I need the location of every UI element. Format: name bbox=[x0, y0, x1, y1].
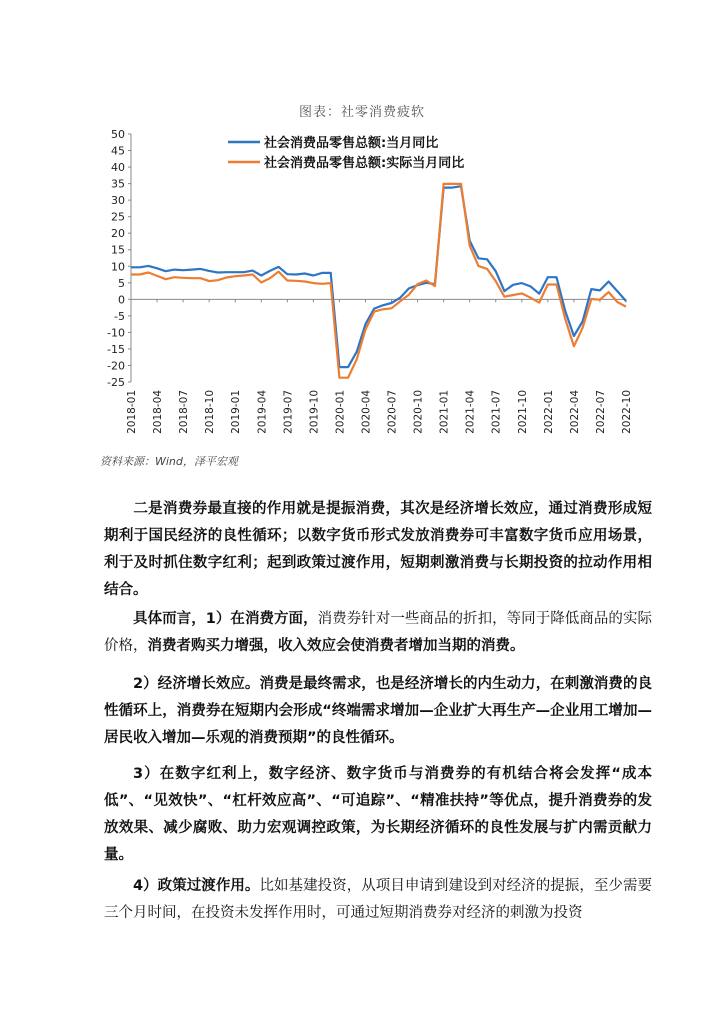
x-tick-label: 2021-04 bbox=[464, 390, 477, 434]
x-tick-label: 2019-01 bbox=[230, 390, 243, 434]
y-tick-label: 40 bbox=[111, 161, 125, 175]
x-tick-label: 2021-01 bbox=[438, 390, 451, 434]
series-line-2 bbox=[131, 184, 626, 378]
paragraph-2-bold: 具体而言，1）在消费方面， bbox=[133, 611, 318, 627]
y-tick-label: 20 bbox=[111, 227, 125, 241]
y-tick-label: 0 bbox=[118, 293, 125, 307]
y-tick-label: 5 bbox=[118, 276, 125, 290]
x-tick-label: 2018-10 bbox=[204, 390, 217, 434]
x-tick-label: 2020-04 bbox=[360, 390, 373, 434]
paragraph-1 bbox=[104, 496, 652, 604]
y-tick-label: 30 bbox=[111, 194, 125, 208]
x-tick-label: 2021-10 bbox=[516, 390, 529, 434]
y-tick-label: -15 bbox=[107, 342, 125, 356]
paragraph-3-text: 2）经济增长效应。消费是最终需求，也是经济增长的内生动力，在刺激消费的良性循环上，消费券在短期内会形成“终端需求增加—企业扩大再生产—企业用工增加—居民收入增加—乐观的消费预期”的良性循环。 bbox=[104, 676, 652, 746]
y-tick-label: 15 bbox=[111, 243, 125, 257]
figure-source: 资料来源：Wind，泽平宏观 bbox=[100, 455, 238, 468]
x-tick-label: 2022-04 bbox=[568, 390, 581, 434]
paragraph-2-bold-2: 消费者购买力增强，收入效应会使消费者增加当期的消费。 bbox=[147, 638, 525, 654]
line-chart bbox=[88, 120, 648, 460]
paragraph-5-bold: 4）政策过渡作用。 bbox=[133, 878, 260, 894]
x-tick-label: 2018-07 bbox=[178, 390, 191, 434]
y-tick-label: 10 bbox=[111, 260, 125, 274]
y-tick-label: 50 bbox=[111, 128, 125, 141]
x-tick-label: 2021-07 bbox=[490, 390, 503, 434]
paragraph-4-text: 3）在数字红利上，数字经济、数字货币与消费券的有机结合将会发挥“成本低”、“见效快”、“杠杆效应高”、“可追踪”、“精准扶持”等优点，提升消费券的发放效果、减少腐败、助力宏观调控政策，为长期经济循环的良性发展与扩内需贡献力量。 bbox=[104, 766, 652, 863]
x-tick-label: 2020-01 bbox=[334, 390, 347, 434]
y-tick-label: 35 bbox=[111, 177, 125, 191]
y-tick-label: -20 bbox=[107, 359, 125, 373]
x-tick-label: 2019-10 bbox=[308, 390, 321, 434]
paragraph-2 bbox=[104, 606, 652, 660]
x-tick-label: 2019-04 bbox=[256, 390, 269, 434]
x-tick-label: 2020-07 bbox=[386, 390, 399, 434]
figure-title: 图表：社零消费疲软 bbox=[298, 105, 425, 120]
y-tick-label: -5 bbox=[114, 309, 125, 323]
paragraph-5 bbox=[104, 873, 652, 927]
x-tick-label: 2022-01 bbox=[542, 390, 555, 434]
x-tick-label: 2019-07 bbox=[282, 390, 295, 434]
x-tick-label: 2022-10 bbox=[621, 390, 633, 434]
y-tick-label: -25 bbox=[107, 376, 125, 389]
paragraph-2-text: 消费券针对一些商品的折扣，等同于降低商品的实际价格， bbox=[104, 611, 652, 654]
y-tick-label: 25 bbox=[111, 210, 125, 224]
y-tick-label: 45 bbox=[111, 144, 125, 158]
paragraph-3 bbox=[104, 671, 652, 752]
legend-label-2: 社会消费品零售总额:实际当月同比 bbox=[264, 156, 465, 171]
x-tick-label: 2020-10 bbox=[412, 390, 425, 434]
paragraph-4 bbox=[104, 761, 652, 869]
legend-label-1: 社会消费品零售总额:当月同比 bbox=[264, 136, 439, 151]
y-tick-label: -10 bbox=[107, 326, 125, 340]
x-tick-label: 2018-01 bbox=[126, 390, 138, 434]
series-line-1 bbox=[131, 186, 626, 367]
x-tick-label: 2022-07 bbox=[594, 390, 607, 434]
x-tick-label: 2018-04 bbox=[152, 390, 165, 434]
paragraph-1-text: 二是消费券最直接的作用就是提振消费，其次是经济增长效应，通过消费形成短期利于国民经济的良性循环；以数字货币形式发放消费券可丰富数字货币应用场景，利于及时抓住数字红利；起到政策过渡作用，短期刺激消费与长期投资的拉动作用相结合。 bbox=[104, 501, 652, 598]
paragraph-5-text: 比如基建投资，从项目申请到建设到对经济的提振，至少需要三个月时间，在投资未发挥作用时，可通过短期消费券对经济的刺激为投资 bbox=[104, 878, 652, 921]
